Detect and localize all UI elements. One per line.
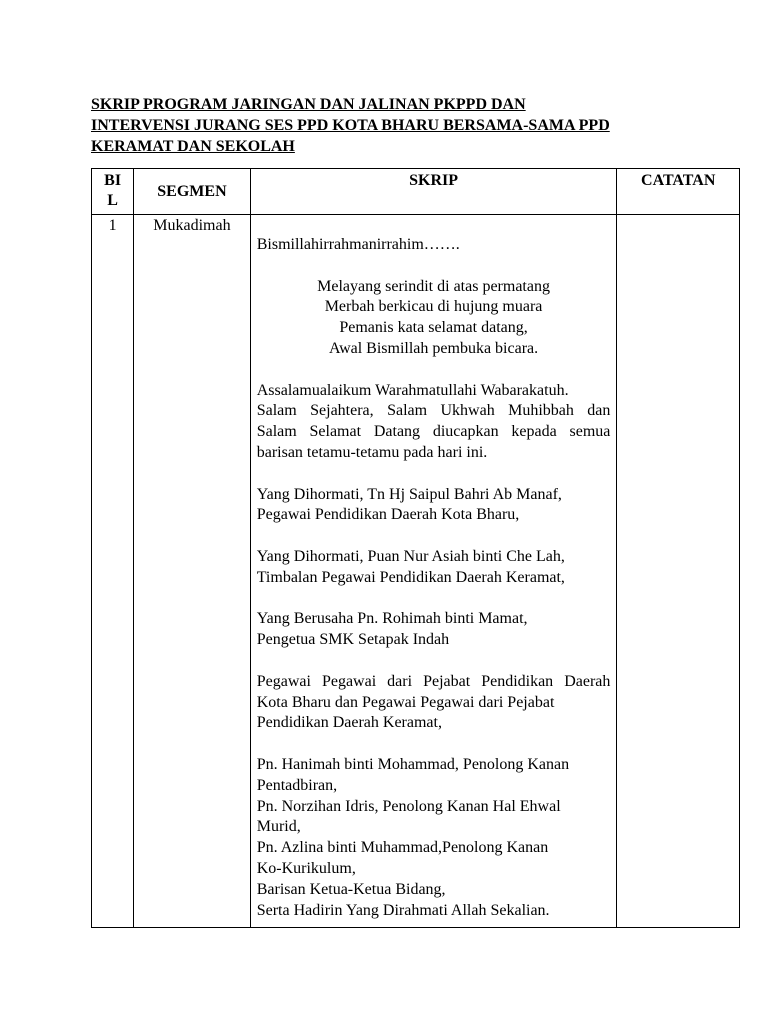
header-skrip: SKRIP	[250, 169, 617, 215]
skrip-line: Bismillahirrahmanirrahim…….	[256, 236, 460, 253]
title-line: SKRIP PROGRAM JARINGAN DAN JALINAN PKPPD DAN	[91, 96, 526, 113]
skrip-line: Pegawai Pendidikan Daerah Kota Bharu,	[256, 506, 520, 524]
pantun-line: Awal Bismillah pembuka bicara.	[328, 339, 539, 357]
skrip-guest-ppd-kota-bharu	[257, 485, 611, 527]
cell-segmen: Mukadimah	[134, 215, 251, 928]
table-header-row	[92, 169, 740, 215]
skrip-guest-pengetua	[257, 609, 611, 651]
header-bil	[92, 169, 134, 215]
skrip-line: Serta Hadirin Yang Dirahmati Allah Sekalian.	[256, 901, 550, 919]
skrip-line: Ko-Kurikulum,	[256, 859, 356, 877]
skrip-line: Barisan Ketua-Ketua Bidang,	[256, 880, 446, 898]
header-bil-line2: L	[107, 192, 118, 209]
skrip-line: Timbalan Pegawai Pendidikan Daerah Keramat,	[256, 568, 565, 586]
skrip-greeting	[257, 381, 611, 464]
skrip-line: Kota Bharu dan Pegawai Pegawai dari Pejabat	[256, 693, 555, 711]
pantun-line: Pemanis kata selamat datang,	[339, 319, 528, 337]
pantun-line: Melayang serindit di atas permatang	[317, 277, 550, 295]
skrip-line: Yang Dihormati, Tn Hj Saipul Bahri Ab Manaf,	[256, 485, 562, 503]
skrip-line: Assalamualaikum Warahmatullahi Wabarakatuh.	[256, 381, 569, 399]
skrip-pantun	[257, 277, 611, 360]
skrip-line: Pendidikan Daerah Keramat,	[256, 714, 442, 732]
header-segmen: SEGMEN	[134, 169, 251, 215]
skrip-line: Pn. Azlina binti Muhammad,Penolong Kanan	[256, 839, 549, 857]
cell-bil: 1	[92, 215, 134, 928]
document-title	[91, 94, 731, 157]
skrip-line: Yang Berusaha Pn. Rohimah binti Mamat,	[256, 610, 528, 628]
skrip-line: Pn. Hanimah binti Mohammad, Penolong Kanan	[256, 755, 570, 773]
skrip-line: Pn. Norzihan Idris, Penolong Kanan Hal Ehwal	[256, 797, 561, 815]
cell-skrip	[250, 215, 617, 928]
cell-catatan	[617, 215, 740, 928]
skrip-line: Pengetua SMK Setapak Indah	[256, 631, 450, 649]
skrip-line: Salam Selamat Datang diucapkan kepada semua	[256, 423, 611, 441]
skrip-opening	[257, 235, 611, 256]
title-line: KERAMAT DAN SEKOLAH	[91, 138, 295, 155]
pantun-line: Merbah berkicau di hujung muara	[324, 298, 543, 316]
script-table	[91, 168, 740, 928]
header-catatan: CATATAN	[617, 169, 740, 215]
skrip-guest-ppd-keramat	[257, 547, 611, 589]
skrip-line: Salam Sejahtera, Salam Ukhwah Muhibbah dan	[256, 402, 611, 420]
title-line: INTERVENSI JURANG SES PPD KOTA BHARU BERSAMA-SAMA PPD	[91, 117, 610, 134]
skrip-line: barisan tetamu-tetamu pada hari ini.	[256, 443, 488, 461]
header-bil-line1: BI	[104, 172, 122, 189]
skrip-guest-pegawai	[257, 672, 611, 734]
skrip-line: Murid,	[256, 818, 301, 836]
table-row	[92, 215, 740, 928]
skrip-guest-penolong-kanan	[257, 755, 611, 921]
skrip-line: Pentadbiran,	[256, 776, 338, 794]
skrip-line: Yang Dihormati, Puan Nur Asiah binti Che Lah,	[256, 547, 565, 565]
skrip-line: Pegawai Pegawai dari Pejabat Pendidikan Daerah	[256, 672, 611, 690]
